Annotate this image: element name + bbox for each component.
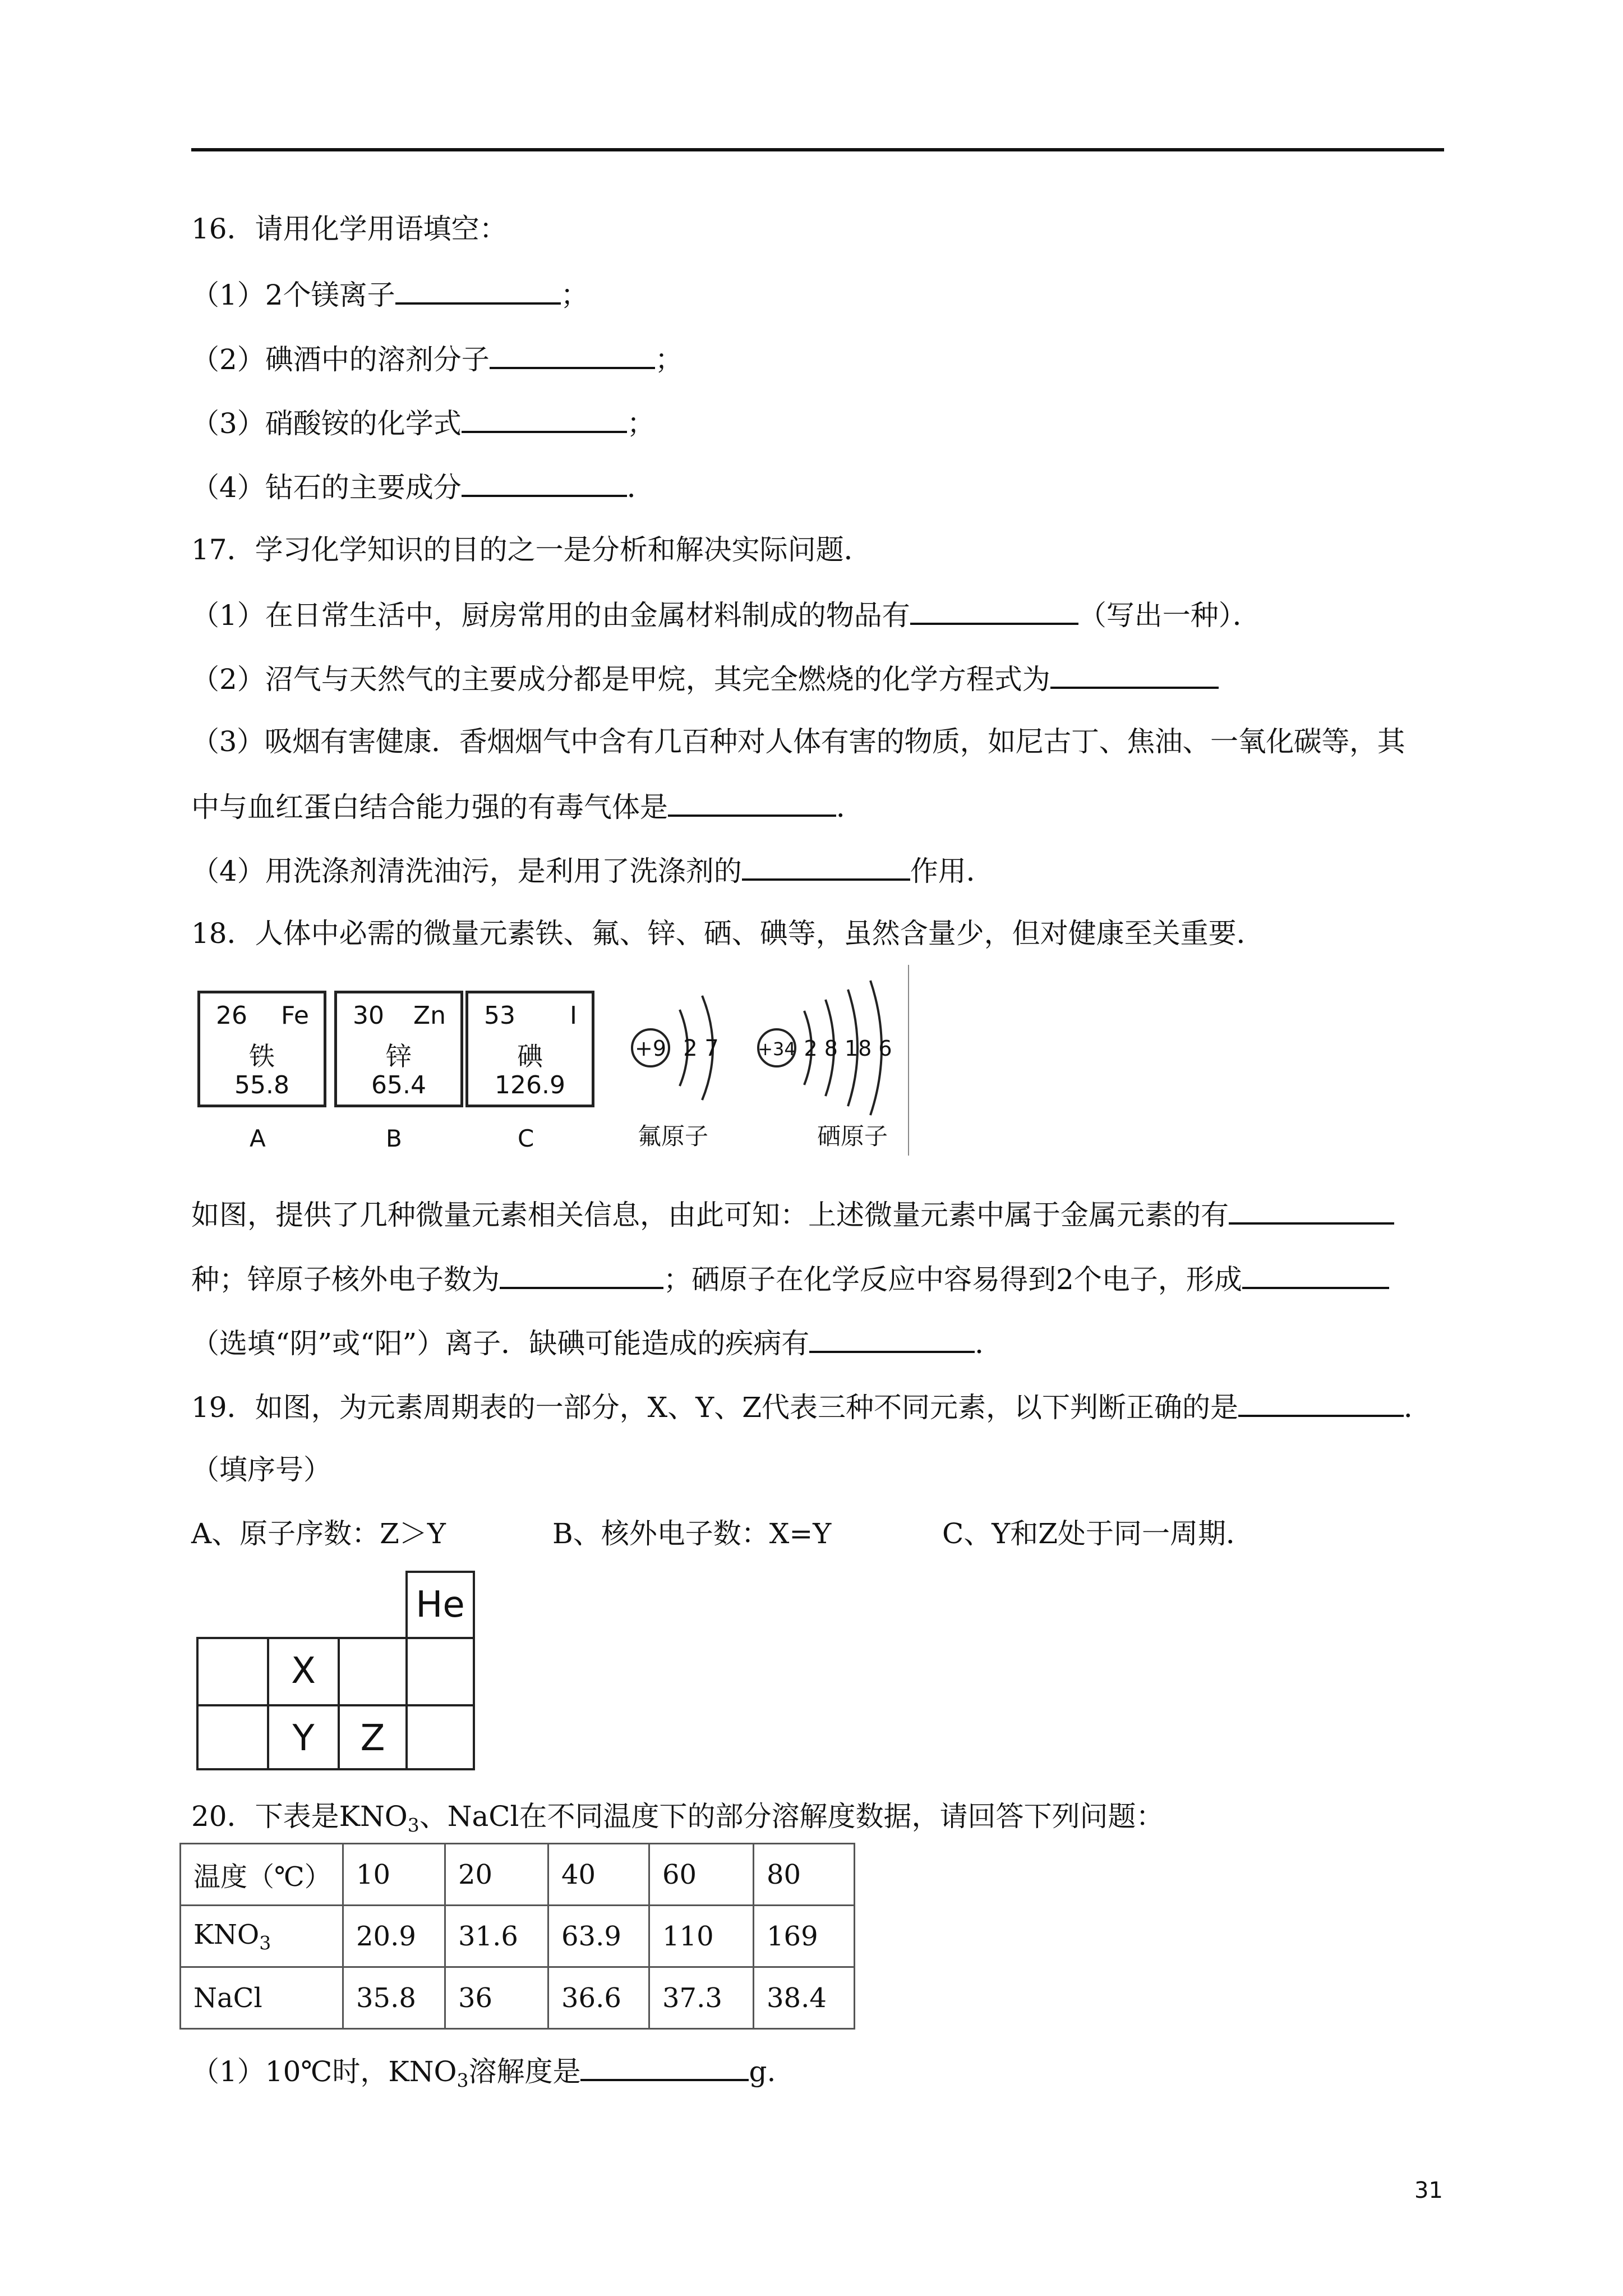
q17-title: 17．学习化学知识的目的之一是分析和解决实际问题．	[191, 533, 872, 566]
table-row	[181, 1967, 855, 2029]
table-row	[181, 1844, 855, 1906]
table-cell: 36	[445, 1967, 548, 2029]
fluorine-label: 氟原子	[637, 1122, 709, 1150]
q16-title: 16．请用化学用语填空：	[191, 213, 508, 245]
q19-note: （填序号）	[191, 1453, 331, 1486]
answer-blank[interactable]	[462, 405, 627, 433]
q19-title: 19．如图，为元素周期表的一部分，X、Y、Z代表三种不同元素，以下判断正确的是 ．	[191, 1389, 1432, 1424]
table-row-label: NaCl	[181, 1967, 343, 2029]
q16-item-1: （1）2个镁离子 ；	[191, 277, 589, 312]
table-cell: 31.6	[445, 1906, 548, 1967]
element-name: 碘	[517, 1041, 543, 1071]
q20-title: 20．下表是$KNO_3$、NaCl在不同温度下的部分溶解度数据，请回答下列问题：	[191, 1800, 1164, 1836]
table-cell: 169	[754, 1906, 855, 1967]
table-cell: 60	[649, 1844, 754, 1906]
answer-blank[interactable]	[1242, 1261, 1389, 1289]
atomic-number: 30	[353, 1001, 384, 1030]
atom-structure-diagrams	[617, 965, 920, 1156]
q17-item-3-line-1: （3）吸烟有害健康．香烟烟气中含有几百种对人体有害的物质，如尼古丁、焦油、一氧化碳等，其	[191, 725, 1405, 758]
atomic-mass: 55.8	[234, 1071, 289, 1099]
label-a: A	[250, 1125, 266, 1152]
table-cell: 10	[343, 1844, 445, 1906]
table-cell: 80	[754, 1844, 855, 1906]
q18-line-1: 如图，提供了几种微量元素相关信息，由此可知：上述微量元素中属于金属元素的有	[191, 1197, 1394, 1232]
element-card-zn	[334, 991, 463, 1107]
answer-blank[interactable]	[462, 469, 627, 497]
atomic-mass: 65.4	[371, 1071, 426, 1099]
table-cell: 63.9	[548, 1906, 649, 1967]
q16-item-3: （3）硝酸铵的化学式 ；	[191, 405, 655, 440]
q18-line-3: （选填“阴”或“阳”）离子．缺碘可能造成的疾病有 ．	[191, 1325, 1003, 1360]
answer-blank[interactable]	[490, 341, 655, 369]
table-cell: 110	[649, 1906, 754, 1967]
solubility-table	[179, 1843, 855, 2030]
cell-x: X	[267, 1637, 340, 1706]
q17-item-1: （1）在日常生活中，厨房常用的由金属材料制成的物品有 （写出一种）．	[191, 597, 1261, 632]
element-name: 锌	[386, 1041, 412, 1071]
answer-blank[interactable]	[1238, 1389, 1404, 1417]
q18-line-2: 种；锌原子核外电子数为 ；硒原子在化学反应中容易得到2个电子，形成	[191, 1261, 1389, 1296]
answer-blank[interactable]	[742, 853, 910, 881]
cell-empty	[405, 1637, 475, 1706]
fluorine-electron-shells: 2 7	[683, 1036, 719, 1061]
table-cell: 40	[548, 1844, 649, 1906]
cell-empty	[405, 1704, 475, 1770]
answer-blank[interactable]	[809, 1325, 975, 1353]
table-row-label: $KNO_3$	[181, 1906, 343, 1967]
q17-item-3-line-2: 中与血红蛋白结合能力强的有毒气体是 ．	[191, 789, 864, 824]
q17-item-4: （4）用洗涤剂清洗油污，是利用了洗涤剂的 作用．	[191, 853, 994, 888]
answer-blank[interactable]	[910, 597, 1078, 625]
selenium-label: 硒原子	[817, 1122, 888, 1150]
element-symbol: I	[570, 1001, 577, 1030]
q16-item-4: （4）钻石的主要成分 ．	[191, 469, 655, 504]
answer-blank[interactable]	[395, 277, 561, 305]
table-header-cell: 温度（℃）	[181, 1844, 343, 1906]
element-symbol: Zn	[413, 1001, 446, 1030]
answer-blank[interactable]	[500, 1261, 663, 1289]
atomic-number: 53	[484, 1001, 515, 1030]
q16-item-2: （2）碘酒中的溶剂分子 ；	[191, 341, 683, 376]
selenium-nucleus-charge: +34	[758, 1038, 796, 1060]
cell-y: Y	[267, 1704, 340, 1770]
table-cell: 20.9	[343, 1906, 445, 1967]
table-cell: 20	[445, 1844, 548, 1906]
cell-empty	[196, 1704, 269, 1770]
table-cell: 37.3	[649, 1967, 754, 2029]
element-symbol: Fe	[281, 1001, 309, 1030]
table-cell: 35.8	[343, 1967, 445, 2029]
selenium-electron-shells: 2 8 18 6	[804, 1036, 892, 1061]
q19-option-a: A、原子序数：Z＞Y	[191, 1517, 446, 1550]
cell-he: He	[405, 1571, 475, 1639]
element-card-fe	[197, 991, 326, 1107]
answer-blank[interactable]	[1050, 661, 1219, 689]
top-rule	[191, 148, 1444, 151]
table-cell: 36.6	[548, 1967, 649, 2029]
element-card-i	[465, 991, 594, 1107]
label-c: C	[518, 1125, 534, 1152]
q19-option-b: B、核外电子数：X=Y	[552, 1517, 832, 1550]
cell-z: Z	[338, 1704, 408, 1770]
answer-blank[interactable]	[668, 789, 836, 817]
table-cell: 38.4	[754, 1967, 855, 2029]
cell-empty	[196, 1637, 269, 1706]
table-row	[181, 1906, 855, 1967]
element-name: 铁	[249, 1041, 275, 1071]
q18-title: 18．人体中必需的微量元素铁、氟、锌、硒、碘等，虽然含量少，但对健康至关重要．	[191, 917, 1265, 950]
q17-item-2: （2）沼气与天然气的主要成分都是甲烷，其完全燃烧的化学方程式为	[191, 661, 1219, 696]
atomic-mass: 126.9	[495, 1071, 565, 1099]
cell-empty	[338, 1637, 408, 1706]
label-b: B	[386, 1125, 402, 1152]
answer-blank[interactable]	[1229, 1197, 1394, 1225]
page-number: 31	[1414, 2178, 1443, 2203]
fluorine-nucleus-charge: +9	[634, 1036, 667, 1061]
q20-item-1: （1）10℃时，$KNO_3$溶解度是 g.	[191, 2053, 776, 2097]
q19-option-c: C、Y和Z处于同一周期．	[942, 1517, 1255, 1550]
answer-blank[interactable]	[580, 2053, 749, 2081]
atomic-number: 26	[216, 1001, 247, 1030]
